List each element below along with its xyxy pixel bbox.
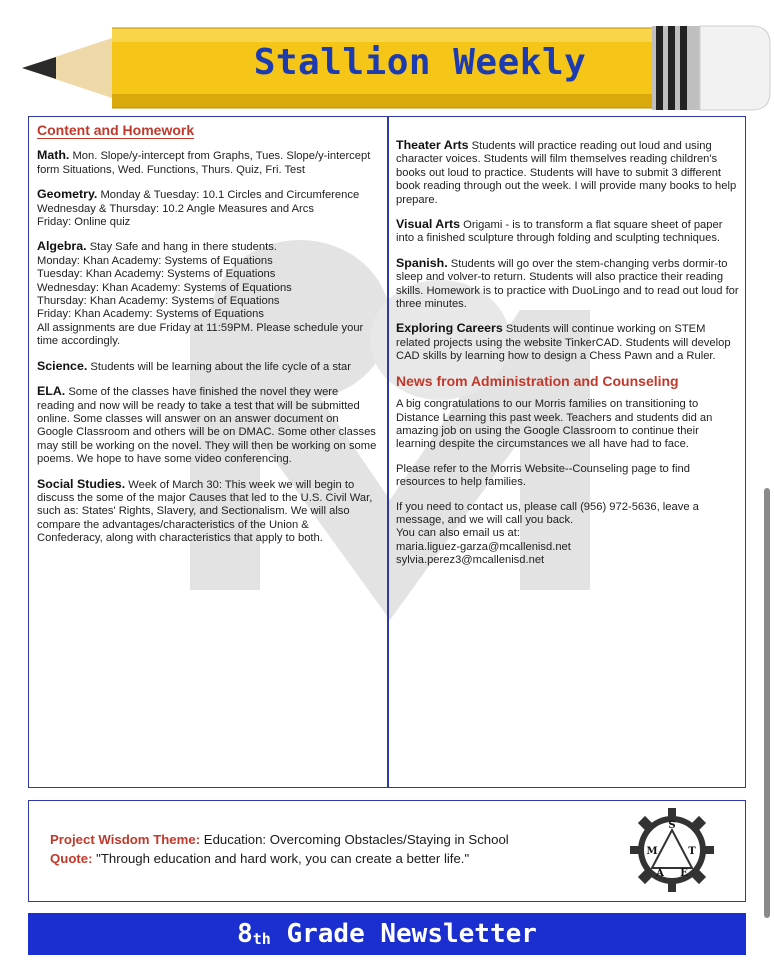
social-studies-label: Social Studies. bbox=[37, 476, 126, 491]
algebra-line: Thursday: Khan Academy: Systems of Equations bbox=[37, 295, 280, 308]
visual-arts-label: Visual Arts bbox=[396, 217, 461, 232]
algebra-line: Tuesday: Khan Academy: Systems of Equations bbox=[37, 268, 276, 281]
ela-label: ELA. bbox=[37, 384, 66, 399]
algebra-section bbox=[37, 240, 377, 348]
smtae-gear-logo bbox=[630, 808, 714, 892]
scrollbar[interactable] bbox=[764, 488, 770, 918]
column-divider bbox=[387, 116, 389, 788]
logo-letter: T bbox=[688, 846, 696, 857]
math-text: Mon. Slope/y-intercept from Graphs, Tues. Slope/y-intercept form Situations, Wed. Functions, Thurs. Quiz, Fri. Test bbox=[37, 150, 371, 176]
algebra-line: Monday: Khan Academy: Systems of Equations bbox=[37, 254, 273, 267]
footer-text: Grade Newsletter bbox=[286, 919, 537, 949]
theme-lines bbox=[50, 830, 509, 868]
theater-arts-section bbox=[396, 139, 741, 207]
geometry-line: Friday: Online quiz bbox=[37, 216, 131, 229]
footer-grade-suffix: th bbox=[252, 930, 271, 948]
contact-line: If you need to contact us, please call (956) 972-5636, leave a message, and we will call you back. bbox=[396, 500, 699, 526]
quote-row bbox=[50, 849, 509, 868]
algebra-line: Wednesday: Khan Academy: Systems of Equations bbox=[37, 281, 292, 294]
theater-arts-text: Students will practice reading out loud and using character voices. Students will film themselves reading children's books out loud to practice. Students will have to submit 3 different book reading through out the week. I will provide many books to help prepare. bbox=[396, 140, 737, 206]
algebra-line: Stay Safe and hang in there students. bbox=[89, 241, 277, 254]
newsletter-title: Stallion Weekly bbox=[253, 42, 587, 83]
science-text: Students will be learning about the life cycle of a star bbox=[90, 360, 351, 373]
exploring-careers-section bbox=[396, 322, 741, 363]
right-column bbox=[396, 139, 741, 579]
left-column bbox=[37, 124, 377, 557]
contact-section bbox=[396, 501, 741, 568]
geometry-section bbox=[37, 188, 377, 229]
science-label: Science. bbox=[37, 358, 88, 373]
geometry-line: Monday & Tuesday: 10.1 Circles and Circumference bbox=[100, 189, 360, 202]
social-studies-text: Week of March 30: This week we will begin to discuss the some of the major Causes that led to the U.S. Civil War, such as: States' Rights, Slavery, and Sectionalism. We will also compare the advantages/characteristics of the Union & Confederacy, along with characteristics that apply to both. bbox=[37, 478, 373, 545]
spanish-label: Spanish. bbox=[396, 255, 448, 270]
logo-letter: M bbox=[646, 846, 658, 857]
news-paragraph: A big congratulations to our Morris families on transitioning to Distance Learning this past week. Teachers and students did an amazing job on using the Google Classroom to continue their learning despite the circumstances we all have had to face. bbox=[396, 398, 713, 451]
algebra-line: All assignments are due Friday at 11:59PM. Please schedule your time accordingly. bbox=[37, 321, 364, 348]
news-heading: News from Administration and Counseling bbox=[396, 372, 679, 389]
footer-grade: 8 bbox=[237, 919, 253, 949]
ela-text: Some of the classes have finished the novel they were reading and now will be ready to take a test that will be submitted online. Some classes will answer on an answer document on Google Classroom and others will be on DMAC. Some other classes may still be working on the novel. They will then be working on some poems. We hope to have some video conferencing. bbox=[37, 386, 377, 466]
theme-label: Project Wisdom Theme: bbox=[50, 832, 201, 847]
geometry-line: Wednesday & Thursday: 10.2 Angle Measures and Arcs bbox=[37, 202, 314, 215]
theme-row bbox=[50, 830, 509, 849]
logo-letter: A bbox=[656, 868, 664, 879]
theater-arts-label: Theater Arts bbox=[396, 138, 469, 152]
algebra-line: Friday: Khan Academy: Systems of Equations bbox=[37, 308, 264, 321]
math-label: Math. bbox=[37, 148, 70, 163]
exploring-careers-label: Exploring Careers bbox=[396, 321, 503, 336]
contact-line: You can also email us at: bbox=[396, 527, 520, 540]
quote-label: Quote: bbox=[50, 851, 93, 866]
spanish-section bbox=[396, 257, 741, 312]
geometry-label: Geometry. bbox=[37, 187, 98, 202]
visual-arts-text: Origami - is to transform a flat square sheet of paper into a finished sculpture through folding and sculpting techniques. bbox=[396, 219, 723, 245]
math-section bbox=[37, 149, 377, 177]
ela-section bbox=[37, 385, 377, 466]
spanish-text: Students will go over the stem-changing verbs dormir-to sleep and volver-to return. Students will also practice their reading skills. Homework is to practice with DuoLingo and to read out loud for three minutes. bbox=[396, 257, 739, 311]
exploring-careers-text: Students will continue working on STEM related projects using the website TinkerCAD. Students will develop CAD skills by learning how to design a Chess Pawn and a Ruler. bbox=[396, 323, 731, 363]
footer-banner bbox=[28, 913, 746, 955]
visual-arts-section bbox=[396, 218, 741, 246]
algebra-label: Algebra. bbox=[37, 239, 87, 254]
content-homework-heading: Content and Homework bbox=[37, 122, 195, 138]
science-section bbox=[37, 360, 377, 374]
logo-letter: S bbox=[668, 820, 676, 831]
quote-text: "Through education and hard work, you can create a better life." bbox=[96, 851, 470, 866]
email-link[interactable]: sylvia.perez3@mcallenisd.net bbox=[396, 554, 545, 567]
theme-text: Education: Overcoming Obstacles/Staying in School bbox=[203, 832, 509, 847]
news-paragraph: Please refer to the Morris Website--Counseling page to find resources to help families. bbox=[396, 462, 690, 489]
social-studies-section bbox=[37, 478, 377, 546]
email-link[interactable]: maria.liguez-garza@mcallenisd.net bbox=[396, 540, 571, 553]
logo-letter: E bbox=[680, 868, 688, 879]
